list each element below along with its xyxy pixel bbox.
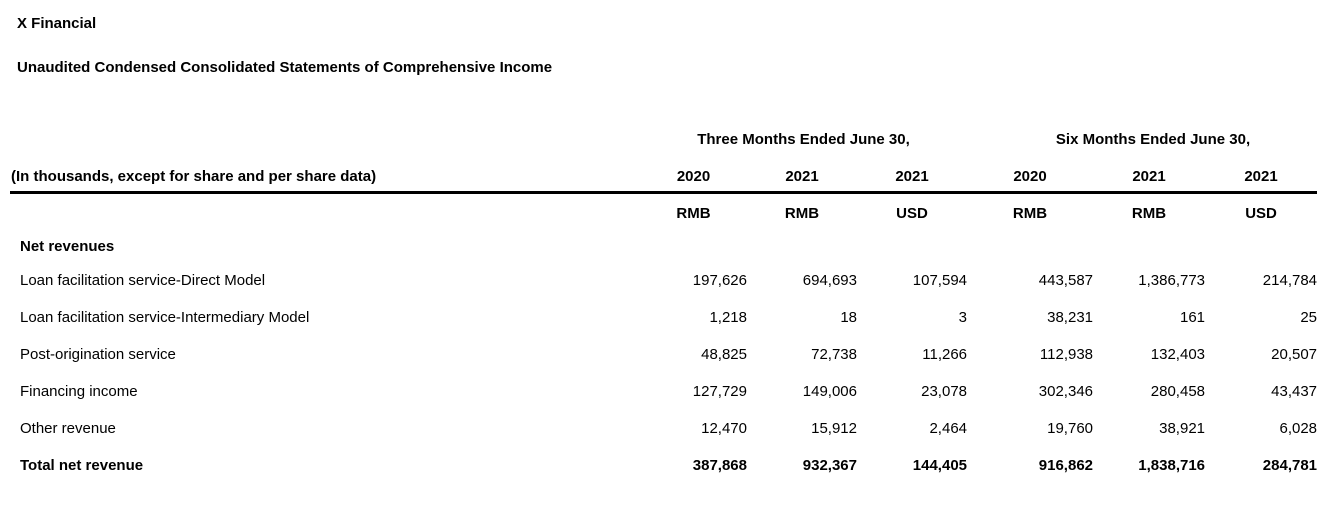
row-label: Loan facilitation service-Direct Model <box>20 272 266 289</box>
cell-value: 72,738 <box>811 346 857 363</box>
cell-value: 38,231 <box>1047 309 1094 326</box>
cell-value: 197,626 <box>692 272 747 289</box>
cell-value: 107,594 <box>912 272 968 289</box>
cell-value: 23,078 <box>921 383 968 400</box>
cell-value: 12,470 <box>701 420 747 437</box>
year-header-3m-2021-usd: 2021 <box>857 154 967 192</box>
cell-value: 387,868 <box>692 457 747 474</box>
cell-value: 161 <box>1179 309 1206 326</box>
cell-value: 127,729 <box>692 383 747 400</box>
currency-header-3m-rmb-2020: RMB <box>676 205 711 222</box>
currency-header-6m-rmb-2021: RMB <box>1131 205 1167 222</box>
year-header-6m-2021-usd: 2021 <box>1205 154 1317 192</box>
units-note: (In thousands, except for share and per share data) <box>10 154 640 192</box>
year-header-6m-2020: 2020 <box>967 154 1093 192</box>
table-row-loan-facilitation-direct <box>10 258 1317 295</box>
row-label: Financing income <box>20 383 138 400</box>
company-name: X Financial <box>17 15 97 32</box>
currency-header-6m-usd: USD <box>1245 205 1277 222</box>
cell-value: 3 <box>958 309 968 326</box>
cell-value: 43,437 <box>1271 383 1318 400</box>
income-statement-table <box>10 116 1317 480</box>
cell-value: 112,938 <box>1039 346 1094 363</box>
cell-value: 302,346 <box>1038 383 1094 400</box>
cell-value: 132,403 <box>1150 346 1206 363</box>
cell-value: 149,006 <box>802 383 857 400</box>
row-label: Loan facilitation service-Intermediary Model <box>20 309 310 326</box>
cell-value: 280,458 <box>1150 383 1206 400</box>
currency-header-6m-rmb-2020: RMB <box>1012 205 1048 222</box>
cell-value: 144,405 <box>912 457 968 474</box>
cell-value: 11,266 <box>922 346 968 363</box>
table-row-financing-income <box>10 369 1317 406</box>
empty-cell <box>640 228 1317 258</box>
cell-value: 214,784 <box>1262 272 1318 289</box>
row-label: Total net revenue <box>20 457 144 474</box>
empty-cell <box>10 192 640 228</box>
cell-value: 19,760 <box>1047 420 1094 437</box>
cell-value: 15,912 <box>811 420 857 437</box>
cell-value: 2,464 <box>929 420 968 437</box>
cell-value: 443,587 <box>1038 272 1094 289</box>
cell-value: 18 <box>840 309 857 326</box>
cell-value: 932,367 <box>802 457 857 474</box>
cell-value: 20,507 <box>1271 346 1318 363</box>
cell-value: 284,781 <box>1262 457 1318 474</box>
cell-value: 1,838,716 <box>1138 457 1206 474</box>
cell-value: 38,921 <box>1159 420 1206 437</box>
year-header-3m-2020: 2020 <box>640 154 747 192</box>
year-header-3m-2021: 2021 <box>747 154 857 192</box>
cell-value: 1,386,773 <box>1138 272 1206 289</box>
statement-title: Unaudited Condensed Consolidated Statements of Comprehensive Income <box>17 59 553 76</box>
table-row-other-revenue <box>10 406 1317 443</box>
cell-value: 6,028 <box>1279 420 1318 437</box>
column-group-header-row <box>10 116 1317 154</box>
table-row-total-net-revenue <box>10 443 1317 480</box>
currency-header-3m-usd: USD <box>896 205 928 222</box>
column-group-six-months: Six Months Ended June 30, <box>1055 131 1251 148</box>
year-header-6m-2021: 2021 <box>1093 154 1205 192</box>
section-header-row <box>10 228 1317 258</box>
year-header-row <box>10 154 1317 192</box>
column-group-three-months: Three Months Ended June 30, <box>697 131 910 148</box>
section-header-net-revenues: Net revenues <box>20 238 115 255</box>
cell-value: 694,693 <box>802 272 857 289</box>
table-row-post-origination-service <box>10 332 1317 369</box>
currency-header-row <box>10 192 1317 228</box>
row-label: Other revenue <box>20 420 116 437</box>
row-label: Post-origination service <box>20 346 176 363</box>
cell-value: 48,825 <box>701 346 747 363</box>
cell-value: 1,218 <box>709 309 747 326</box>
cell-value: 916,862 <box>1038 457 1094 474</box>
empty-cell <box>10 116 640 154</box>
currency-header-3m-rmb-2021: RMB <box>784 205 820 222</box>
table-row-loan-facilitation-intermediary <box>10 295 1317 332</box>
cell-value: 25 <box>1300 309 1318 326</box>
